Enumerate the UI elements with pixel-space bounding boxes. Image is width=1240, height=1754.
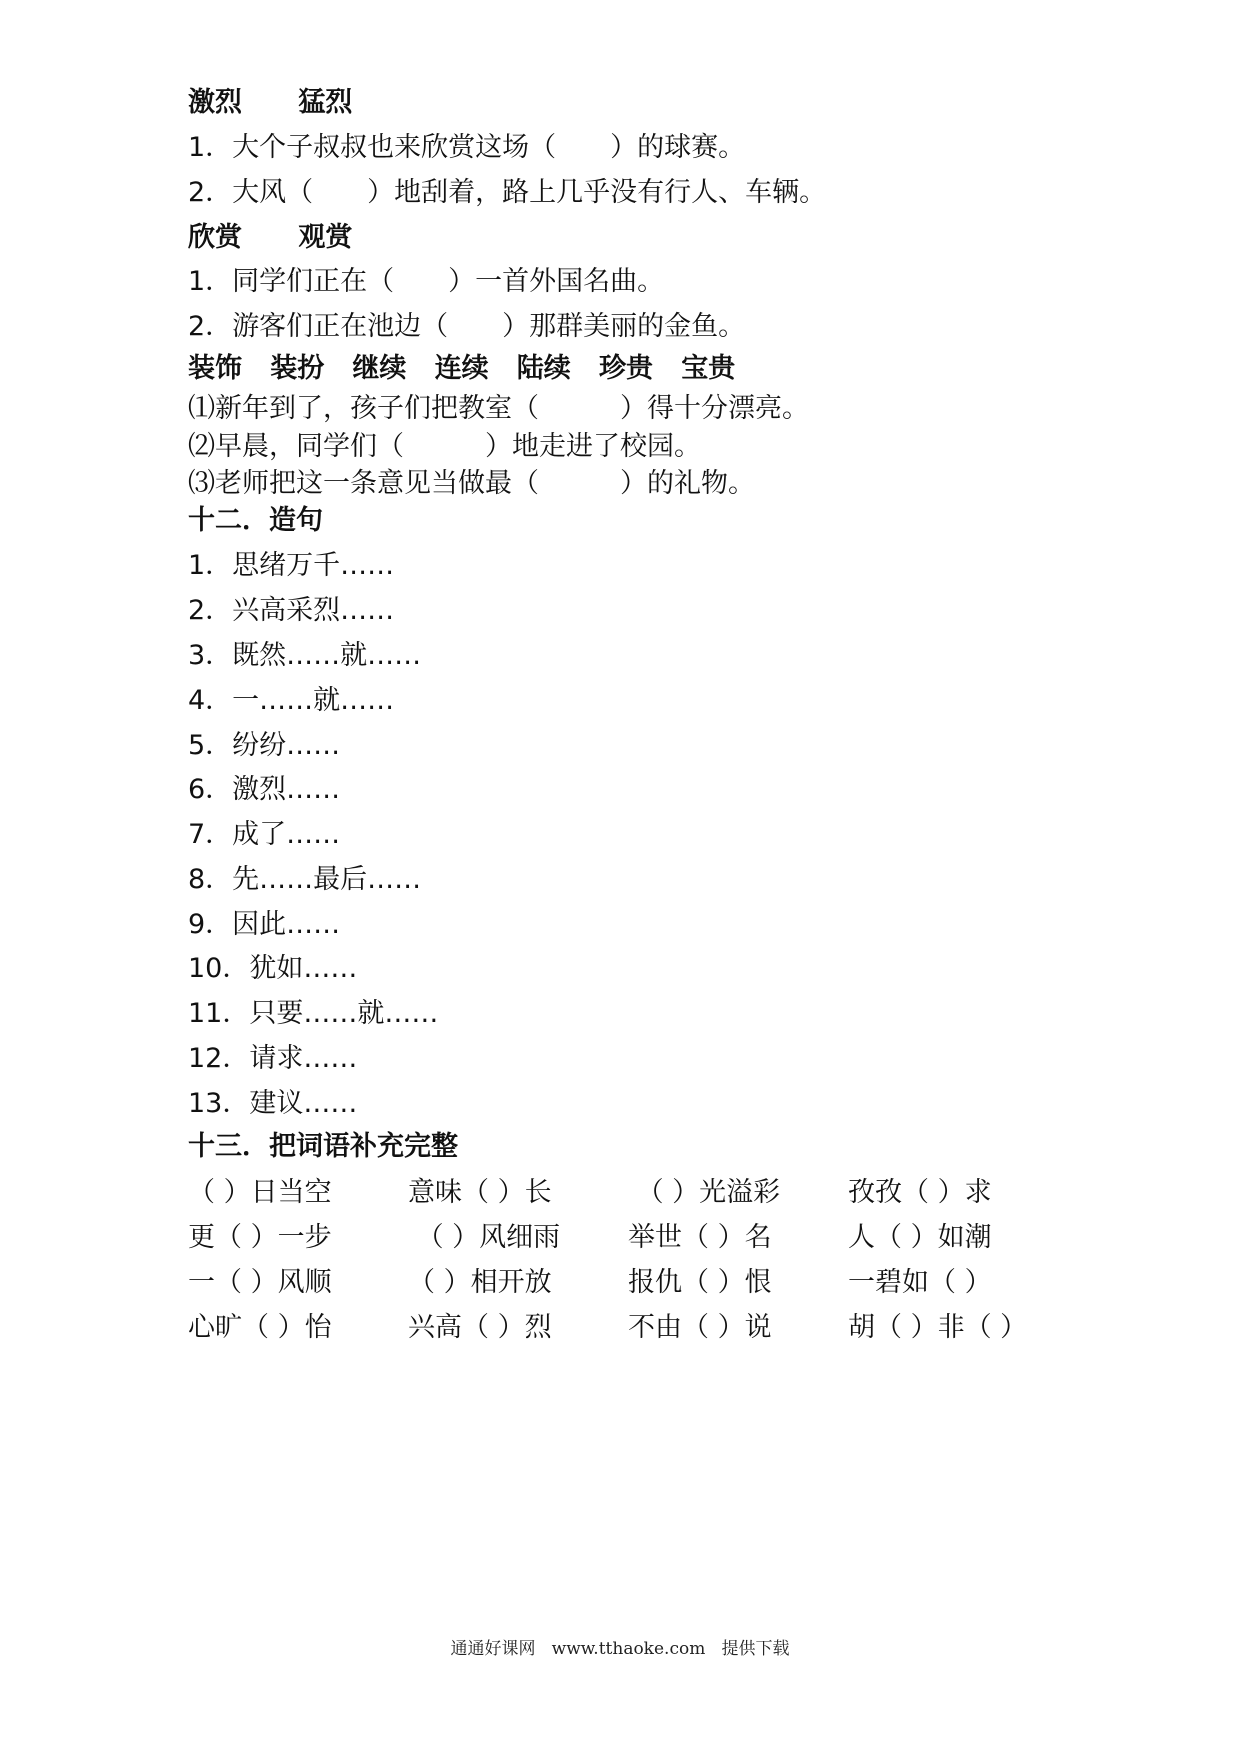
idiom-blank: 意味（ ）长: [408, 1177, 552, 1208]
idiom-blank: 心旷（ ）怡: [188, 1312, 332, 1343]
idiom-blank: （ ）光溢彩: [628, 1177, 781, 1208]
idiom-row: [188, 1311, 1088, 1345]
idiom-row: [188, 1266, 1088, 1300]
idiom-blank: 孜孜（ ）求: [848, 1177, 992, 1208]
sentence-prompt: 6．激烈……: [188, 774, 341, 805]
sentence-prompt: 13．建议……: [188, 1088, 358, 1119]
idiom-blank: 兴高（ ）烈: [408, 1312, 552, 1343]
idiom-blank: 一（ ）风顺: [188, 1267, 332, 1298]
section-12-title: 十二．造句: [188, 505, 323, 536]
fill-blank-sentence: 1．大个子叔叔也来欣赏这场（ ）的球赛。: [188, 132, 746, 163]
fill-blank-sentence: ⑴新年到了，孩子们把教室（ ）得十分漂亮。: [188, 393, 809, 424]
fill-blank-sentence: ⑵早晨，同学们（ ）地走进了校园。: [188, 431, 701, 462]
sentence-prompt: 4．一……就……: [188, 685, 395, 716]
idiom-blank: 报仇（ ）恨: [628, 1267, 772, 1298]
idiom-row: [188, 1221, 1088, 1255]
fill-blank-sentence: 2．游客们正在池边（ ）那群美丽的金鱼。: [188, 311, 746, 342]
fill-blank-sentence: ⑶老师把这一条意见当做最（ ）的礼物。: [188, 468, 755, 499]
word-pair-heading: 激烈 猛烈: [188, 87, 353, 118]
idiom-blank: （ ）相开放: [408, 1267, 552, 1298]
sentence-prompt: 7．成了……: [188, 819, 341, 850]
sentence-prompt: 11．只要……就……: [188, 998, 439, 1029]
idiom-row: [188, 1176, 1088, 1210]
idiom-blank: 更（ ）一步: [188, 1222, 332, 1253]
sentence-prompt: 10．犹如……: [188, 953, 358, 984]
fill-blank-sentence: 2．大风（ ）地刮着，路上几乎没有行人、车辆。: [188, 177, 827, 208]
idiom-blank: 不由（ ）说: [628, 1312, 772, 1343]
sentence-prompt: 5．纷纷……: [188, 730, 341, 761]
sentence-prompt: 3．既然……就……: [188, 640, 422, 671]
idiom-blank: 一碧如（ ）: [848, 1267, 992, 1298]
idiom-blank: （ ）日当空: [188, 1177, 332, 1208]
word-pair-heading: 欣赏 观赏: [188, 222, 353, 253]
sentence-prompt: 1．思绪万千……: [188, 550, 395, 581]
idiom-blank: 举世（ ）名: [628, 1222, 772, 1253]
word-group-heading: 装饰 装扮 继续 连续 陆续 珍贵 宝贵: [188, 353, 736, 384]
page-footer: 通通好课网 www.tthaoke.com 提供下载: [450, 1639, 790, 1659]
fill-blank-sentence: 1．同学们正在（ ）一首外国名曲。: [188, 266, 665, 297]
idiom-blank: 人（ ）如潮: [848, 1222, 992, 1253]
sentence-prompt: 9．因此……: [188, 909, 341, 940]
sentence-prompt: 2．兴高采烈……: [188, 595, 395, 626]
section-13-title: 十三．把词语补充完整: [188, 1131, 458, 1162]
sentence-prompt: 8．先……最后……: [188, 864, 422, 895]
idiom-blank: （ ）风细雨: [408, 1222, 561, 1253]
idiom-blank: 胡（ ）非（ ）: [848, 1312, 1028, 1343]
sentence-prompt: 12．请求……: [188, 1043, 358, 1074]
